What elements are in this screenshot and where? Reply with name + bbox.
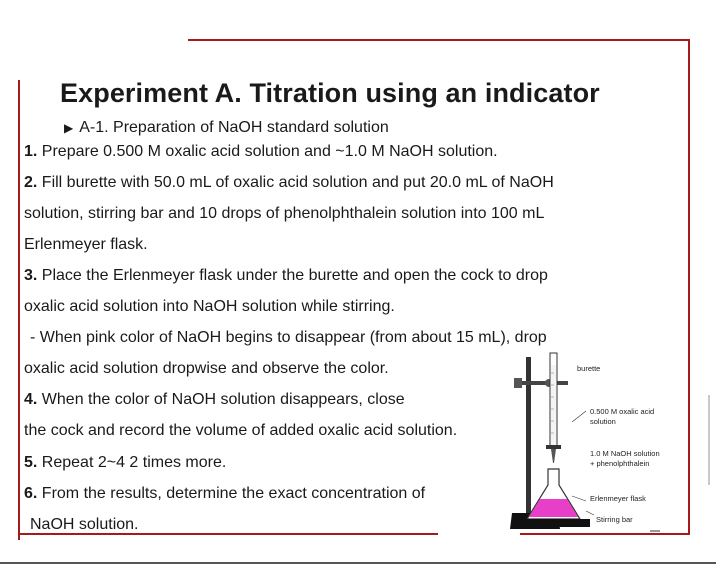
step-text: Fill burette with 50.0 mL of oxalic acid solution and put 20.0 mL of NaOH — [37, 174, 554, 191]
step-text: From the results, determine the exact concentration of — [37, 485, 426, 502]
procedure-line — [24, 422, 457, 440]
step-text: Prepare 0.500 M oxalic acid solution and ~1.0 M NaOH solution. — [37, 143, 498, 160]
step-text: oxalic acid solution dropwise and observe the color. — [24, 360, 389, 377]
procedure-line — [30, 516, 139, 534]
step-number: 5. — [24, 454, 38, 471]
subheading-text: A-1. Preparation of NaOH standard solution — [79, 119, 389, 136]
titration-diagram — [500, 345, 712, 535]
oxalic-acid-label-line2: solution — [590, 417, 616, 426]
procedure-line — [24, 143, 498, 161]
step-text: When the color of NaOH solution disappears, close — [37, 391, 405, 408]
page-edge — [0, 562, 716, 564]
step-text: solution, stirring bar and 10 drops of phenolphthalein solution into 100 mL — [24, 205, 545, 222]
triangle-bullet-icon: ▶ — [64, 121, 74, 135]
step-text: oxalic acid solution into NaOH solution while stirring. — [24, 298, 395, 315]
frame-left-border — [18, 80, 20, 540]
step-number: 1. — [24, 143, 38, 160]
step-text: Erlenmeyer flask. — [24, 236, 148, 253]
step-text: the cock and record the volume of added oxalic acid solution. — [24, 422, 458, 439]
step-text: - When pink color of NaOH begins to disappear (from about 15 mL), drop — [30, 329, 547, 346]
step-number: 2. — [24, 174, 38, 191]
oxalic-acid-label: 0.500 M oxalic acid — [590, 407, 655, 416]
procedure-line — [24, 174, 554, 192]
procedure-line — [24, 236, 148, 254]
step-text: Place the Erlenmeyer flask under the burette and open the cock to drop — [37, 267, 548, 284]
step-text: NaOH solution. — [30, 516, 139, 533]
step-text: Repeat 2~4 2 times more. — [37, 454, 227, 471]
stirring-bar-label: Stirring bar — [596, 515, 633, 524]
subheading — [64, 119, 389, 137]
step-number: 3. — [24, 267, 38, 284]
procedure-line — [24, 298, 395, 316]
procedure-line — [24, 267, 548, 285]
burette-label: burette — [577, 364, 601, 373]
frame-top-border — [188, 39, 690, 41]
procedure-line — [24, 454, 226, 472]
procedure-line — [24, 205, 544, 223]
naoh-solution-label-line2: + phenolphthalein — [590, 459, 650, 468]
step-number: 4. — [24, 391, 38, 408]
procedure-line — [24, 391, 405, 409]
erlenmeyer-flask-label: Erlenmeyer flask — [590, 494, 646, 503]
procedure-line — [24, 485, 425, 503]
procedure-line — [30, 329, 547, 347]
titration-apparatus-illustration — [500, 345, 712, 535]
page-title: Experiment A. Titration using an indicator — [60, 78, 600, 108]
step-number: 6. — [24, 485, 38, 502]
procedure-line — [24, 360, 389, 378]
naoh-solution-label: 1.0 M NaOH solution — [590, 449, 660, 458]
